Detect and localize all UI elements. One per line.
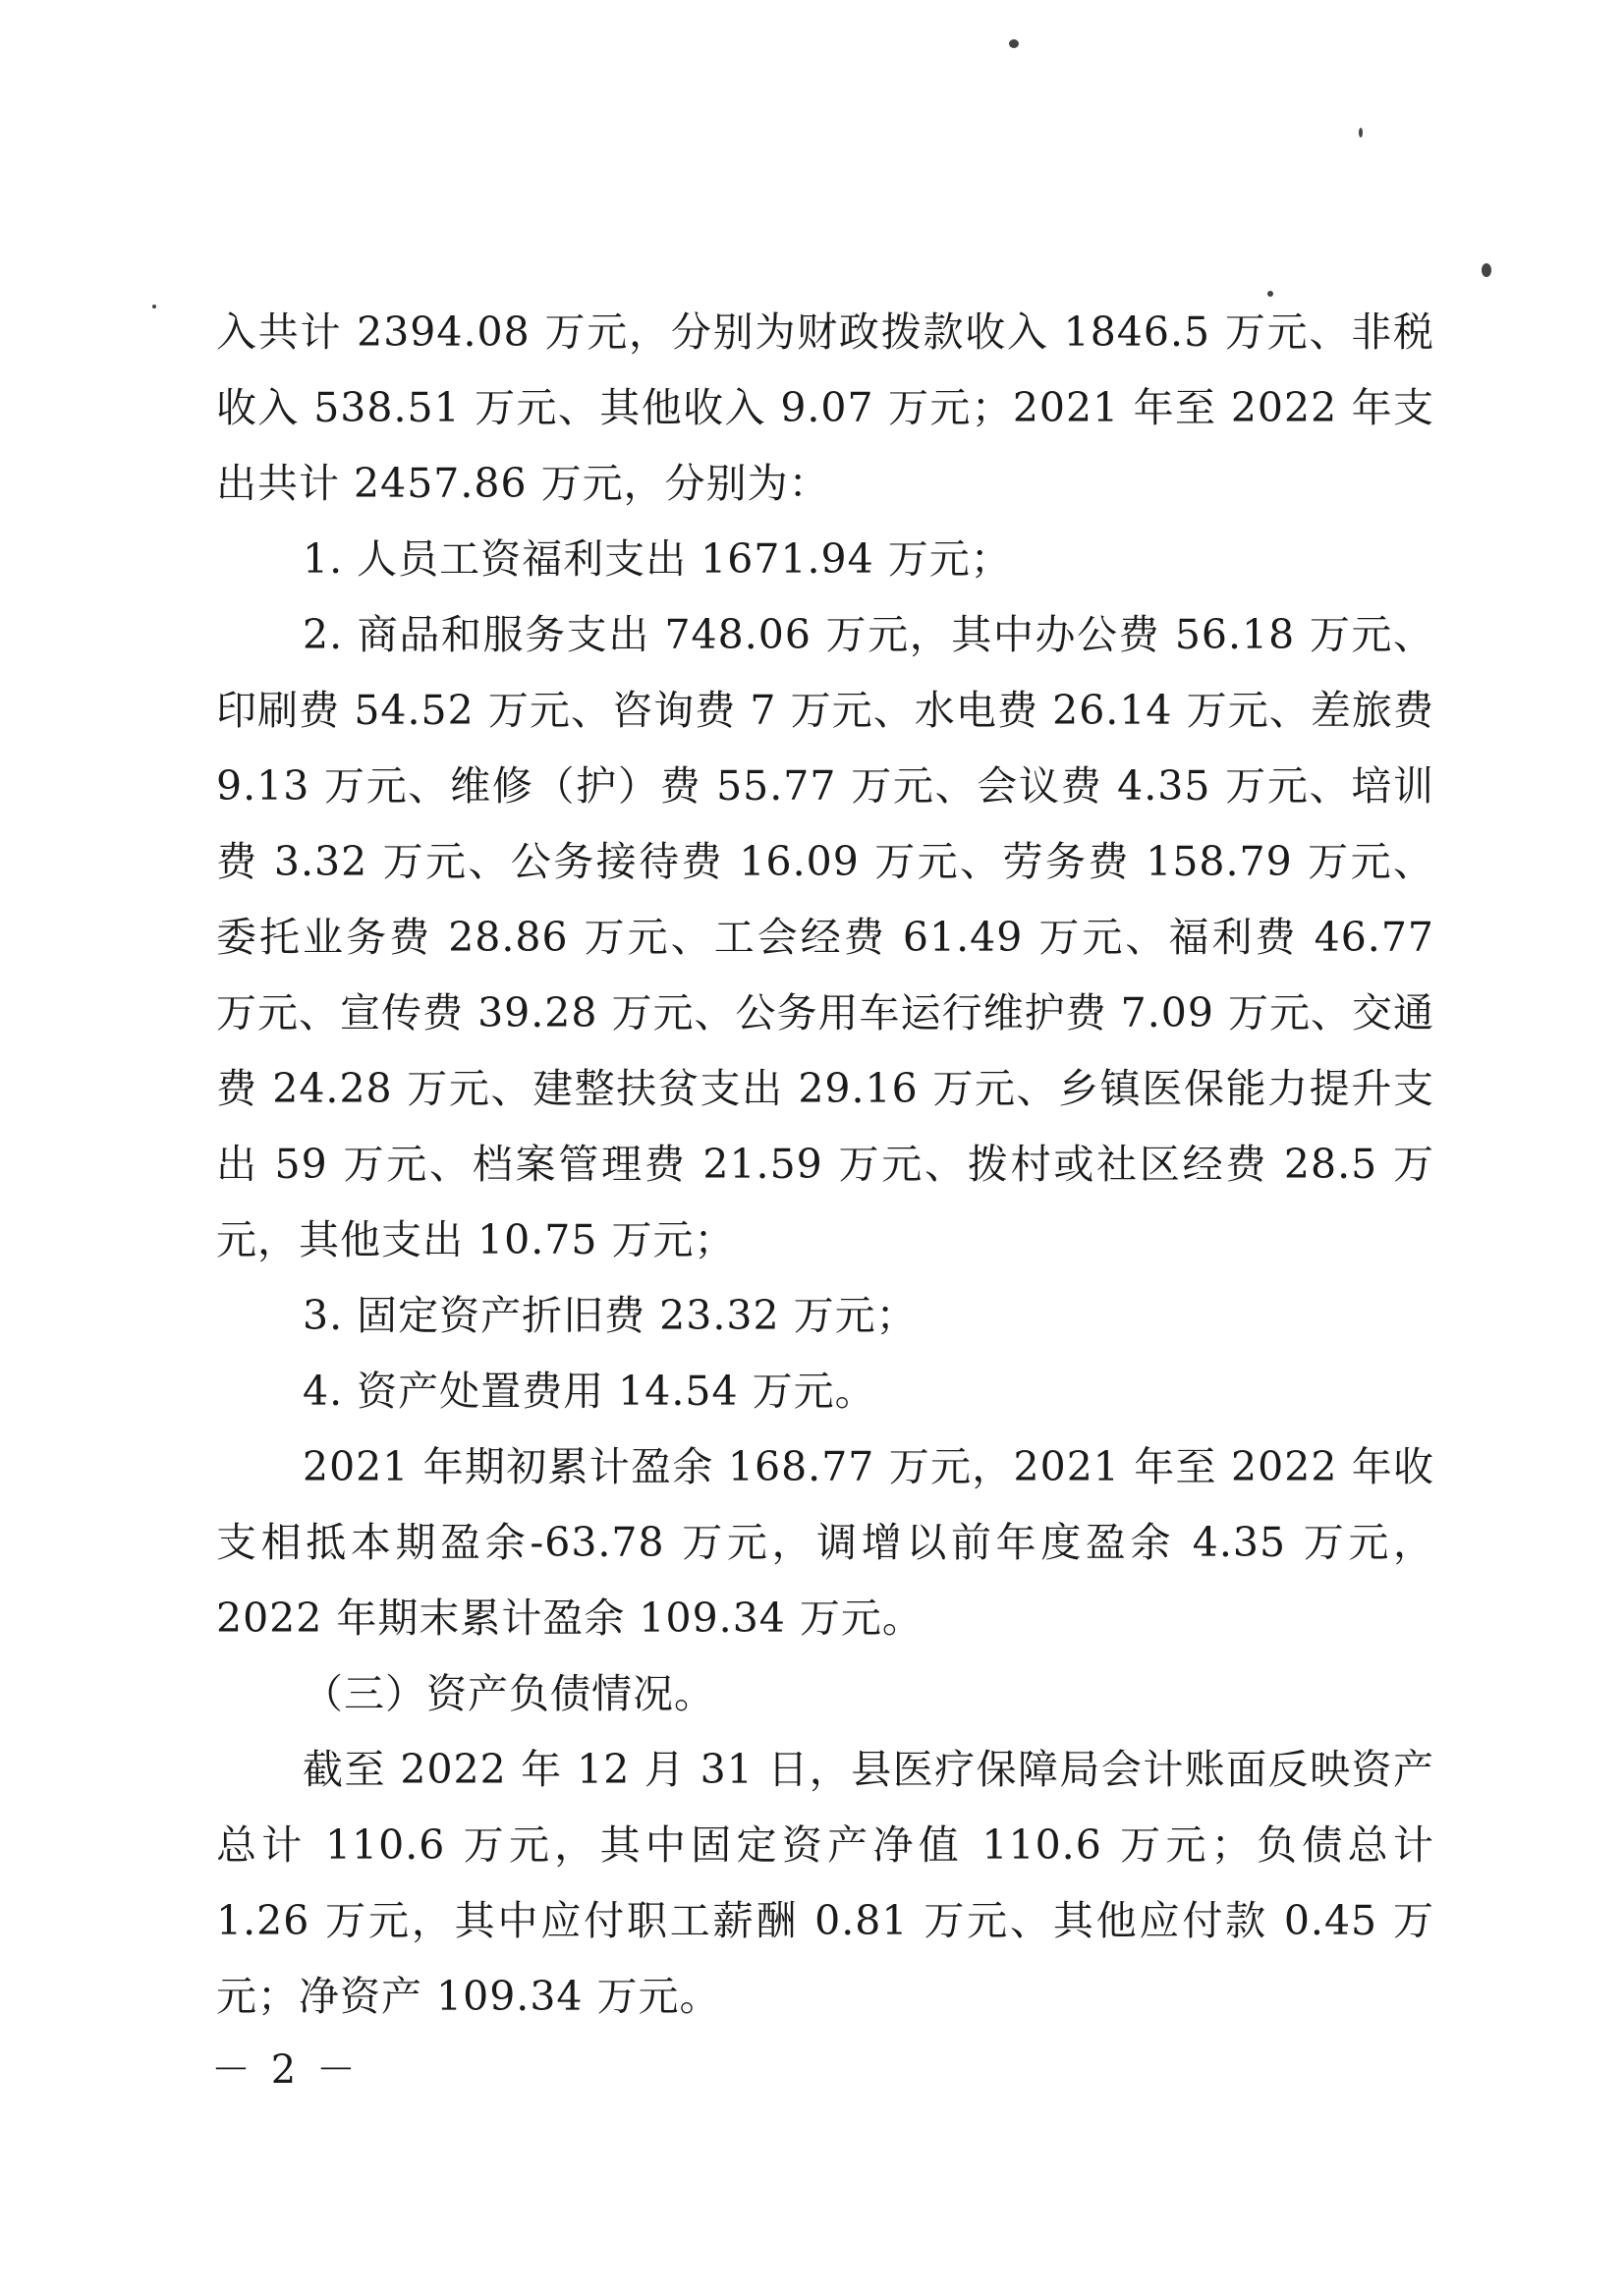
scan-speck bbox=[152, 305, 156, 308]
body-text bbox=[216, 295, 1434, 2035]
paragraph-income-expenditure: 入共计 2394.08 万元，分别为财政拨款收入 1846.5 万元、非税收入 538.51 万元、其他收入 9.07 万元；2021 年至 2022 年支出共计 2457.86 万元，分别为： bbox=[216, 308, 1434, 507]
paragraph-item-2: 2. 商品和服务支出 748.06 万元，其中办公费 56.18 万元、印刷费 54.52 万元、咨询费 7 万元、水电费 26.14 万元、差旅费 9.13 万元、维修（护）费 55.77 万元、会议费 4.35 万元、培训费 3.32 万元、公务接待费 16.09 万元、劳务费 158.79 万元、委托业务费 28.86 万元、工会经费 61.49 万元、福利费 46.77 万元、宣传费 39.28 万元、公务用车运行维护费 7.09 万元、交通费 24.28 万元、建整扶贫支出 29.16 万元、乡镇医保能力提升支出 59 万元、档案管理费 21.59 万元、拨村或社区经费 28.5 万元，其他支出 10.75 万元； bbox=[216, 611, 1434, 1263]
paragraph-assets-liabilities: 截至 2022 年 12 月 31 日，县医疗保障局会计账面反映资产总计 110.6 万元，其中固定资产净值 110.6 万元；负债总计 1.26 万元，其中应付职工薪酬 0.81 万元、其他应付款 0.45 万元；净资产 109.34 万元。 bbox=[216, 1746, 1434, 2020]
paragraph-item-1: 1. 人员工资福利支出 1671.94 万元； bbox=[303, 535, 1012, 583]
scan-speck bbox=[1009, 39, 1019, 48]
page-number: － 2 － bbox=[211, 2047, 360, 2093]
paragraph-surplus: 2021 年期初累计盈余 168.77 万元，2021 年至 2022 年收支相抵本期盈余-63.78 万元，调增以前年度盈余 4.35 万元，2022 年期末累计盈余 109.34 万元。 bbox=[216, 1443, 1434, 1642]
paragraph-item-3: 3. 固定资产折旧费 23.32 万元； bbox=[303, 1292, 918, 1339]
paragraph-item-4: 4. 资产处置费用 14.54 万元。 bbox=[303, 1368, 876, 1415]
scan-speck bbox=[1359, 128, 1363, 138]
scan-speck bbox=[1482, 263, 1491, 277]
section-heading-assets-liabilities: （三）资产负债情况。 bbox=[303, 1670, 715, 1717]
